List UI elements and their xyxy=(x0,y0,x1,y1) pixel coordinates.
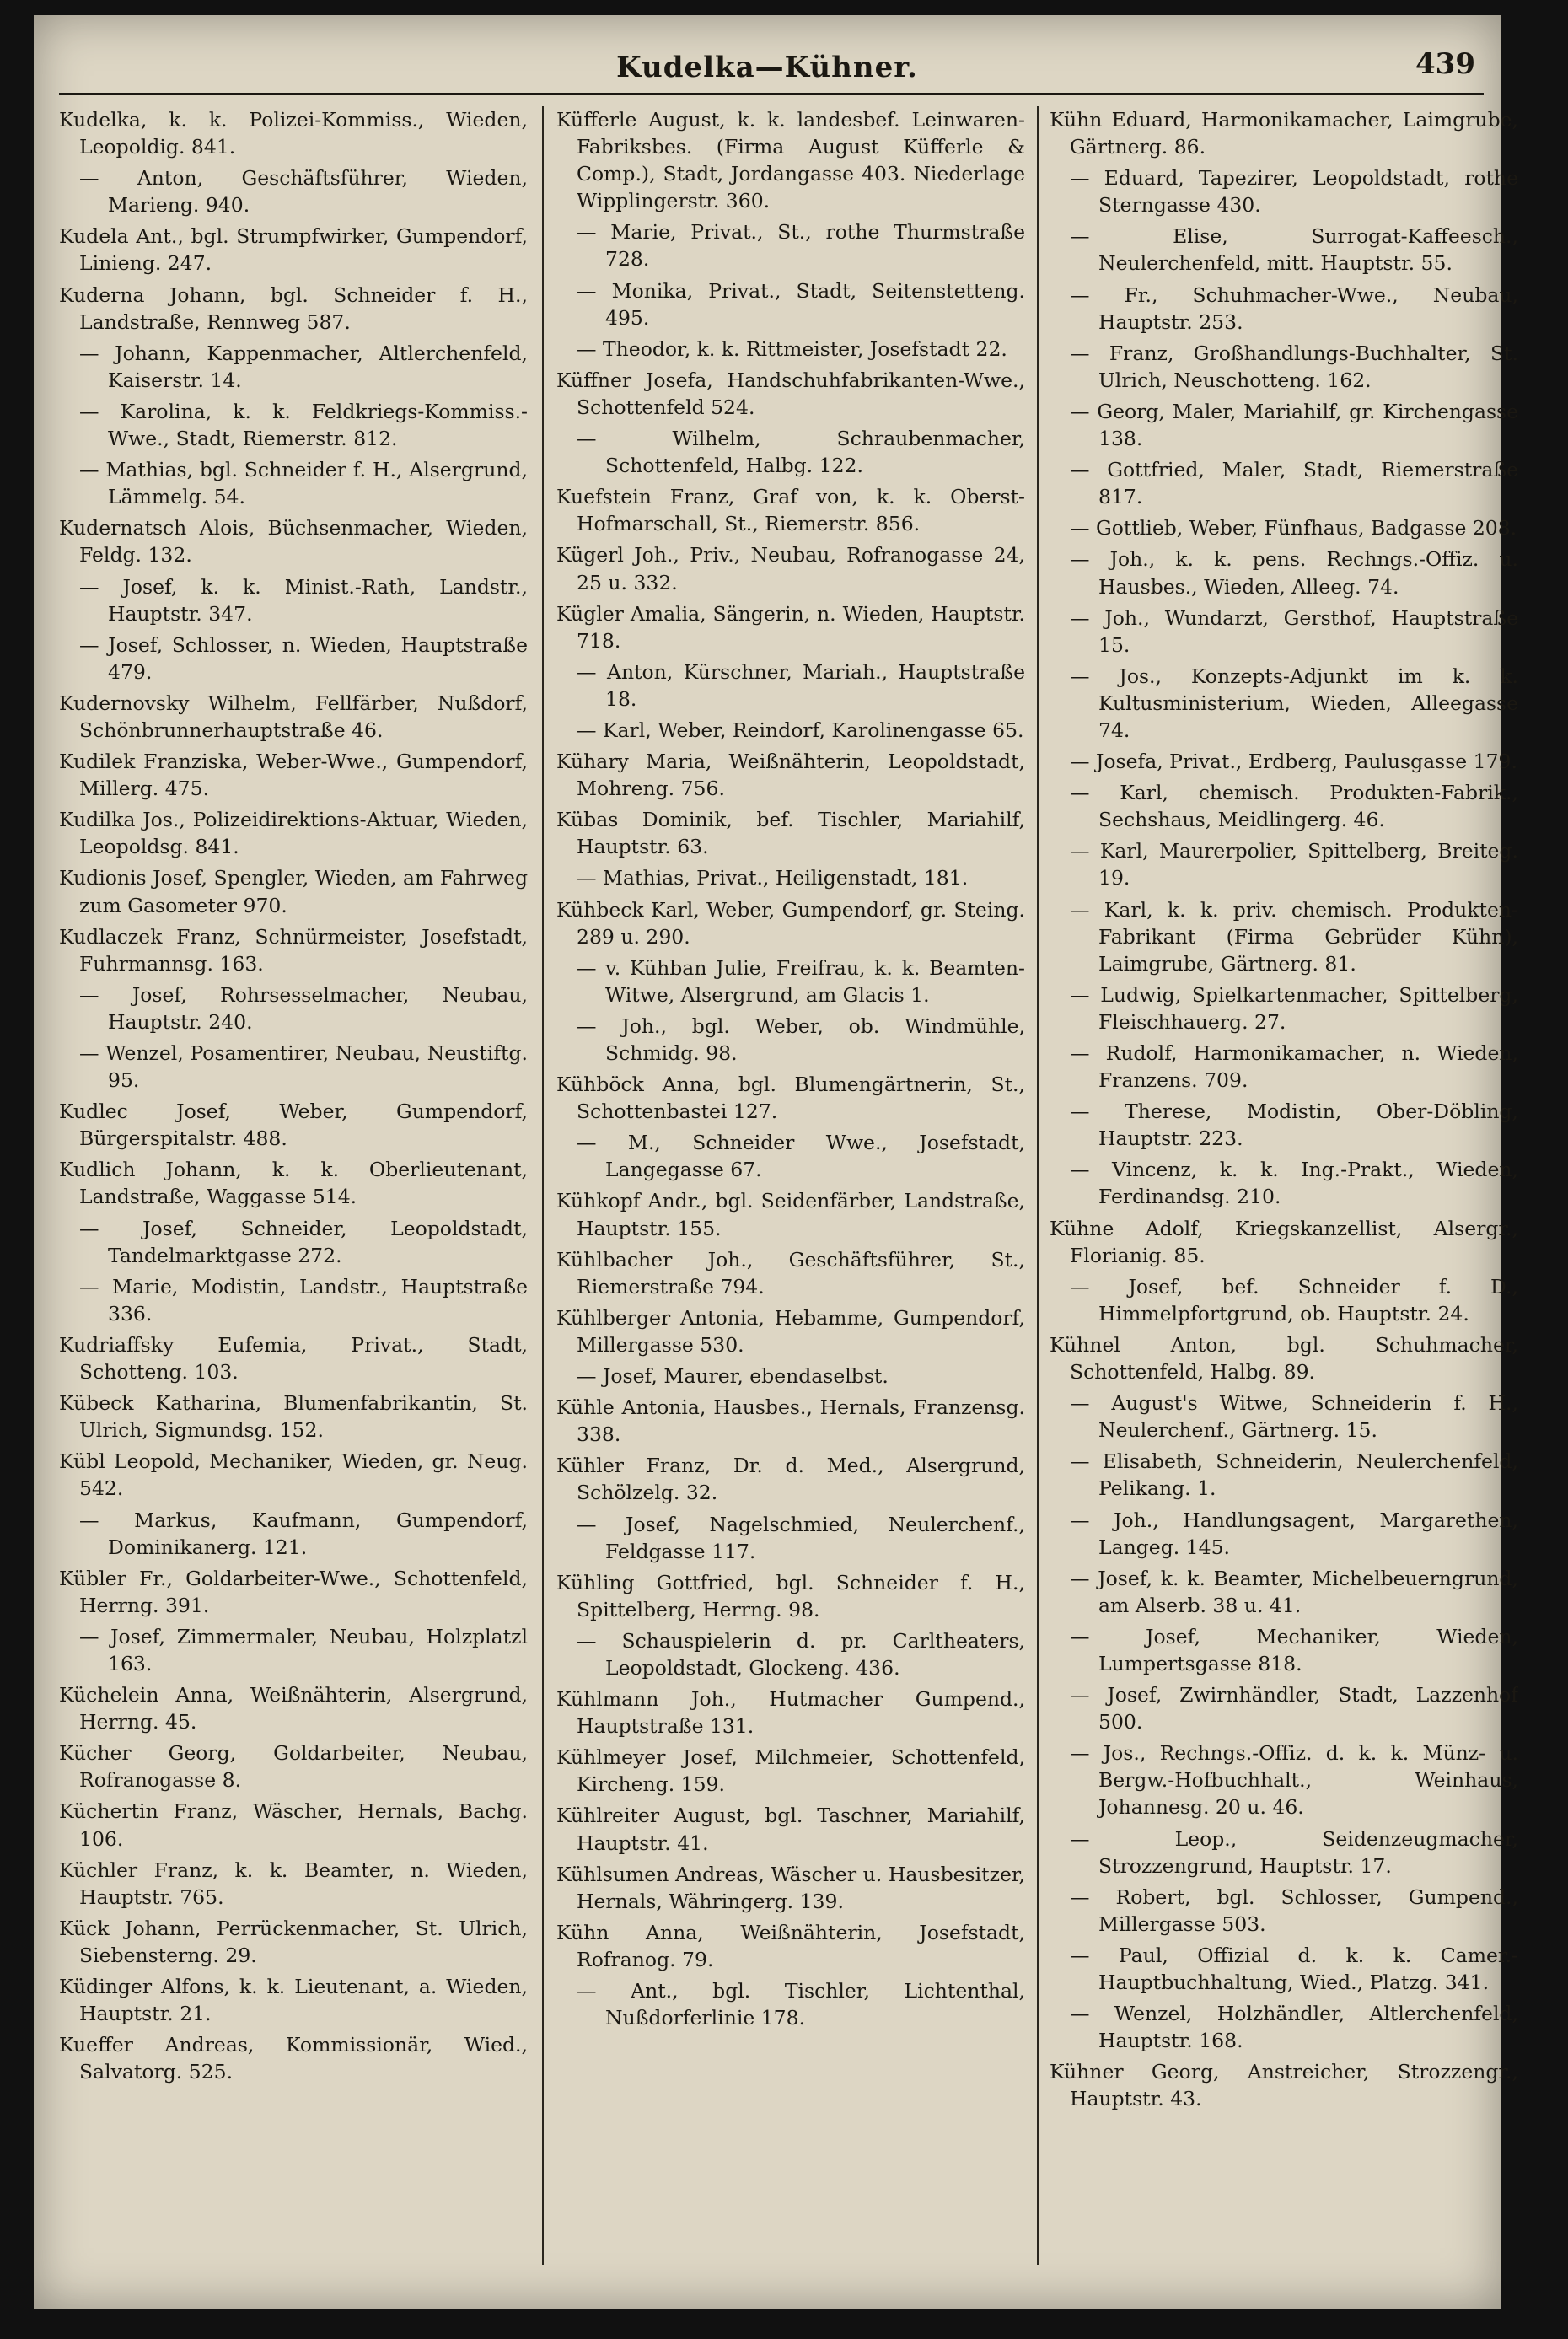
sub-entry: — Ant., bgl. Tischler, Lichtenthal, Nußdorferlinie 178. xyxy=(556,1977,1025,2031)
column-1 xyxy=(59,106,528,2290)
sub-entry: — Paul, Offizial d. k. k. Camer.-Hauptbuchhaltung, Wied., Platzg. 341. xyxy=(1050,1942,1518,1996)
directory-entry: Küchertin Franz, Wäscher, Hernals, Bachg. 106. xyxy=(59,1799,528,1851)
directory-entry: Kudriaffsky Eufemia, Privat., Stadt, Schotteng. 103. xyxy=(59,1332,528,1385)
sub-entry: — M., Schneider Wwe., Josefstadt, Langegasse 67. xyxy=(556,1129,1025,1183)
directory-entry: Kudlec Josef, Weber, Gumpendorf, Bürgerspitalstr. 488. xyxy=(59,1100,528,1151)
sub-entry: — Franz, Großhandlungs-Buchhalter, St. Ulrich, Neuschotteng. 162. xyxy=(1050,340,1518,394)
sub-entry: — Theodor, k. k. Rittmeister, Josefstadt 22. xyxy=(556,336,1025,363)
page-title: Kudelka—Kühner. xyxy=(616,51,918,84)
column-2 xyxy=(556,106,1025,2290)
sub-entry: — Josef, bef. Schneider f. D., Himmelpfortgrund, ob. Hauptstr. 24. xyxy=(1050,1273,1518,1327)
sub-entry: — Elise, Surrogat-Kaffeesch., Neulerchenfeld, mitt. Hauptstr. 55. xyxy=(1050,223,1518,277)
sub-entry: — Karl, k. k. priv. chemisch. Produkten-Fabrikant (Firma Gebrüder Kühn), Laimgrube, Gärtnerg. 81. xyxy=(1050,896,1518,977)
sub-entry: — Robert, bgl. Schlosser, Gumpend., Millergasse 503. xyxy=(1050,1884,1518,1938)
sub-entry: — Gottlieb, Weber, Fünfhaus, Badgasse 208. xyxy=(1050,514,1518,541)
directory-entry: Kudionis Josef, Spengler, Wieden, am Fahrweg zum Gasometer 970. xyxy=(59,866,528,917)
directory-entry: Kühne Adolf, Kriegskanzellist, Alsergr., Florianig. 85. xyxy=(1050,1216,1518,1267)
sub-entry: — Josef, Nagelschmied, Neulerchenf., Feldgasse 117. xyxy=(556,1511,1025,1565)
directory-entry: Kübl Leopold, Mechaniker, Wieden, gr. Neug. 542. xyxy=(59,1449,528,1501)
directory-entry: Kübeck Katharina, Blumenfabrikantin, St. Ulrich, Sigmundsg. 152. xyxy=(59,1391,528,1443)
directory-entry: Kühle Antonia, Hausbes., Hernals, Franzensg. 338. xyxy=(556,1395,1025,1447)
directory-entry: Kudelka, k. k. Polizei-Kommiss., Wieden, Leopoldig. 841. xyxy=(59,108,528,159)
directory-entry: Küfferle August, k. k. landesbef. Leinwaren-Fabriksbes. (Firma August Küfferle & Comp.), Stadt, Jordangasse 403. Niederlage Wipplingerstr. 360. xyxy=(556,108,1025,213)
column-3 xyxy=(1050,106,1518,2290)
sub-entry: — Gottfried, Maler, Stadt, Riemerstraße 817. xyxy=(1050,456,1518,510)
sub-entry: — Josef, k. k. Minist.-Rath, Landstr., Hauptstr. 347. xyxy=(59,573,528,627)
directory-entry: Kuefstein Franz, Graf von, k. k. Oberst-Hofmarschall, St., Riemerstr. 856. xyxy=(556,485,1025,536)
directory-entry: Küffner Josefa, Handschuhfabrikanten-Wwe., Schottenfeld 524. xyxy=(556,368,1025,419)
sub-entry: — Josef, Zwirnhändler, Stadt, Lazzenhof 500. xyxy=(1050,1681,1518,1735)
directory-entry: Küchelein Anna, Weißnähterin, Alsergrund, Herrng. 45. xyxy=(59,1683,528,1734)
directory-entry: Kühlmann Joh., Hutmacher Gumpend., Hauptstraße 131. xyxy=(556,1687,1025,1739)
directory-entry: Kudernatsch Alois, Büchsenmacher, Wieden, Feldg. 132. xyxy=(59,516,528,567)
directory-entry: Kügerl Joh., Priv., Neubau, Rofranogasse 24, 25 u. 332. xyxy=(556,543,1025,594)
page-number: 439 xyxy=(1415,47,1475,81)
sub-entry: — Jos., Konzepts-Adjunkt im k. k. Kultusministerium, Wieden, Alleegasse 74. xyxy=(1050,663,1518,744)
sub-entry: — Karl, Maurerpolier, Spittelberg, Breiteg. 19. xyxy=(1050,837,1518,891)
sub-entry: — Georg, Maler, Mariahilf, gr. Kirchengasse 138. xyxy=(1050,398,1518,452)
directory-entry: Kühlberger Antonia, Hebamme, Gumpendorf, Millergasse 530. xyxy=(556,1305,1025,1357)
directory-entry: Kühlbacher Joh., Geschäftsführer, St., Riemerstraße 794. xyxy=(556,1247,1025,1299)
directory-entry: Kudela Ant., bgl. Strumpfwirker, Gumpendorf, Linieng. 247. xyxy=(59,224,528,276)
sub-entry: — Wilhelm, Schraubenmacher, Schottenfeld, Halbg. 122. xyxy=(556,425,1025,479)
directory-entry: Kudlaczek Franz, Schnürmeister, Josefstadt, Fuhrmannsg. 163. xyxy=(59,924,528,976)
directory-entry: Kudlich Johann, k. k. Oberlieutenant, Landstraße, Waggasse 514. xyxy=(59,1158,528,1209)
sub-entry: — Schauspielerin d. pr. Carltheaters, Leopoldstadt, Glockeng. 436. xyxy=(556,1627,1025,1681)
directory-entry: Kück Johann, Perrückenmacher, St. Ulrich, Siebensterng. 29. xyxy=(59,1916,528,1967)
directory-entry: Kühner Georg, Anstreicher, Strozzengr., Hauptstr. 43. xyxy=(1050,2060,1518,2111)
directory-page xyxy=(34,15,1518,2309)
sub-entry: — Karolina, k. k. Feldkriegs-Kommiss.-Wwe., Stadt, Riemerstr. 812. xyxy=(59,398,528,452)
sub-entry: — Eduard, Tapezirer, Leopoldstadt, rothe Sterngasse 430. xyxy=(1050,164,1518,218)
sub-entry: — Josef, Schlosser, n. Wieden, Hauptstraße 479. xyxy=(59,632,528,686)
directory-entry: Kühlsumen Andreas, Wäscher u. Hausbesitzer, Hernals, Währingerg. 139. xyxy=(556,1862,1025,1913)
sub-entry: — v. Kühban Julie, Freifrau, k. k. Beamten-Witwe, Alsergrund, am Glacis 1. xyxy=(556,954,1025,1008)
directory-entry: Kuderna Johann, bgl. Schneider f. H., Landstraße, Rennweg 587. xyxy=(59,282,528,334)
directory-entry: Küchler Franz, k. k. Beamter, n. Wieden, Hauptstr. 765. xyxy=(59,1858,528,1909)
directory-entry: Kügler Amalia, Sängerin, n. Wieden, Hauptstr. 718. xyxy=(556,601,1025,653)
sub-entry: — Josef, Mechaniker, Wieden, Lumpertsgasse 818. xyxy=(1050,1623,1518,1677)
sub-entry: — Mathias, Privat., Heiligenstadt, 181. xyxy=(556,864,1025,891)
directory-entry: Kühnel Anton, bgl. Schuhmacher, Schottenfeld, Halbg. 89. xyxy=(1050,1332,1518,1385)
sub-entry: — Wenzel, Holzhändler, Altlerchenfeld, Hauptstr. 168. xyxy=(1050,2000,1518,2054)
sub-entry: — August's Witwe, Schneiderin f. H., Neulerchenf., Gärtnerg. 15. xyxy=(1050,1390,1518,1444)
sub-entry: — Rudolf, Harmonikamacher, n. Wieden, Franzens. 709. xyxy=(1050,1040,1518,1094)
directory-entry: Kübler Fr., Goldarbeiter-Wwe., Schottenfeld, Herrng. 391. xyxy=(59,1566,528,1617)
directory-entry: Kühlreiter August, bgl. Taschner, Mariahilf, Hauptstr. 41. xyxy=(556,1804,1025,1855)
sub-entry: — Vincenz, k. k. Ing.-Prakt., Wieden, Ferdinandsg. 210. xyxy=(1050,1156,1518,1210)
directory-entry: Kühary Maria, Weißnähterin, Leopoldstadt, Mohreng. 756. xyxy=(556,750,1025,801)
header-rule xyxy=(59,93,1484,95)
sub-entry: — Elisabeth, Schneiderin, Neulerchenfeld, Pelikang. 1. xyxy=(1050,1448,1518,1502)
sub-entry: — Joh., k. k. pens. Rechngs.-Offiz. u. Hausbes., Wieden, Alleeg. 74. xyxy=(1050,546,1518,600)
column-divider xyxy=(542,106,544,2265)
sub-entry: — Josef, Rohrsesselmacher, Neubau, Hauptstr. 240. xyxy=(59,981,528,1035)
sub-entry: — Markus, Kaufmann, Gumpendorf, Dominikanerg. 121. xyxy=(59,1507,528,1561)
sub-entry: — Karl, Weber, Reindorf, Karolinengasse 65. xyxy=(556,717,1025,744)
sub-entry: — Leop., Seidenzeugmacher, Strozzengrund, Hauptstr. 17. xyxy=(1050,1825,1518,1879)
sub-entry: — Anton, Geschäftsführer, Wieden, Marieng. 940. xyxy=(59,164,528,218)
sub-entry: — Josefa, Privat., Erdberg, Paulusgasse 179. xyxy=(1050,748,1518,775)
sub-entry: — Wenzel, Posamentirer, Neubau, Neustiftg. 95. xyxy=(59,1040,528,1094)
directory-entry: Kudernovsky Wilhelm, Fellfärber, Nußdorf, Schönbrunnerhauptstraße 46. xyxy=(59,691,528,742)
sub-entry: — Josef, Schneider, Leopoldstadt, Tandelmarktgasse 272. xyxy=(59,1215,528,1269)
directory-entry: Küdinger Alfons, k. k. Lieutenant, a. Wieden, Hauptstr. 21. xyxy=(59,1975,528,2026)
directory-entry: Kudilek Franziska, Weber-Wwe., Gumpendorf, Millerg. 475. xyxy=(59,750,528,801)
directory-entry: Kühlmeyer Josef, Milchmeier, Schottenfeld, Kircheng. 159. xyxy=(556,1745,1025,1797)
directory-entry: Kudilka Jos., Polizeidirektions-Aktuar, Wieden, Leopoldsg. 841. xyxy=(59,808,528,859)
sub-entry: — Johann, Kappenmacher, Altlerchenfeld, Kaiserstr. 14. xyxy=(59,340,528,394)
sub-entry: — Mathias, bgl. Schneider f. H., Alsergrund, Lämmelg. 54. xyxy=(59,456,528,510)
sub-entry: — Josef, Maurer, ebendaselbst. xyxy=(556,1363,1025,1390)
directory-entry: Kücher Georg, Goldarbeiter, Neubau, Rofranogasse 8. xyxy=(59,1741,528,1793)
sub-entry: — Joh., bgl. Weber, ob. Windmühle, Schmidg. 98. xyxy=(556,1013,1025,1067)
sub-entry: — Jos., Rechngs.-Offiz. d. k. k. Münz- u. Bergw.-Hofbuchhalt., Weinhaus, Johannesg. 20 u. 46. xyxy=(1050,1739,1518,1820)
sub-entry: — Karl, chemisch. Produkten-Fabrik., Sechshaus, Meidlingerg. 46. xyxy=(1050,779,1518,833)
directory-entry: Kühbeck Karl, Weber, Gumpendorf, gr. Steing. 289 u. 290. xyxy=(556,897,1025,949)
sub-entry: — Monika, Privat., Stadt, Seitenstetteng. 495. xyxy=(556,277,1025,331)
sub-entry: — Josef, k. k. Beamter, Michelbeuerngrund, am Alserb. 38 u. 41. xyxy=(1050,1565,1518,1619)
directory-entry: Kühböck Anna, bgl. Blumengärtnerin, St., Schottenbastei 127. xyxy=(556,1073,1025,1124)
sub-entry: — Therese, Modistin, Ober-Döbling, Hauptstr. 223. xyxy=(1050,1098,1518,1152)
directory-entry: Kühn Anna, Weißnähterin, Josefstadt, Rofranog. 79. xyxy=(556,1920,1025,1971)
sub-entry: — Joh., Handlungsagent, Margarethen, Langeg. 145. xyxy=(1050,1507,1518,1561)
directory-entry: Kübas Dominik, bef. Tischler, Mariahilf, Hauptstr. 63. xyxy=(556,808,1025,859)
directory-entry: Kühler Franz, Dr. d. Med., Alsergrund, Schölzelg. 32. xyxy=(556,1454,1025,1505)
sub-entry: — Marie, Modistin, Landstr., Hauptstraße 336. xyxy=(59,1273,528,1327)
sub-entry: — Fr., Schuhmacher-Wwe., Neubau, Hauptstr. 253. xyxy=(1050,282,1518,336)
sub-entry: — Joh., Wundarzt, Gersthof, Hauptstraße 15. xyxy=(1050,605,1518,659)
column-divider xyxy=(1037,106,1039,2265)
sub-entry: — Josef, Zimmermaler, Neubau, Holzplatzl 163. xyxy=(59,1623,528,1677)
sub-entry: — Anton, Kürschner, Mariah., Hauptstraße 18. xyxy=(556,659,1025,712)
sub-entry: — Ludwig, Spielkartenmacher, Spittelberg, Fleischhauerg. 27. xyxy=(1050,981,1518,1035)
directory-entry: Kühling Gottfried, bgl. Schneider f. H., Spittelberg, Herrng. 98. xyxy=(556,1570,1025,1621)
directory-entry: Kühn Eduard, Harmonikamacher, Laimgrube, Gärtnerg. 86. xyxy=(1050,108,1518,159)
sub-entry: — Marie, Privat., St., rothe Thurmstraße 728. xyxy=(556,218,1025,272)
directory-entry: Kueffer Andreas, Kommissionär, Wied., Salvatorg. 525. xyxy=(59,2033,528,2084)
directory-entry: Kühkopf Andr., bgl. Seidenfärber, Landstraße, Hauptstr. 155. xyxy=(556,1189,1025,1240)
